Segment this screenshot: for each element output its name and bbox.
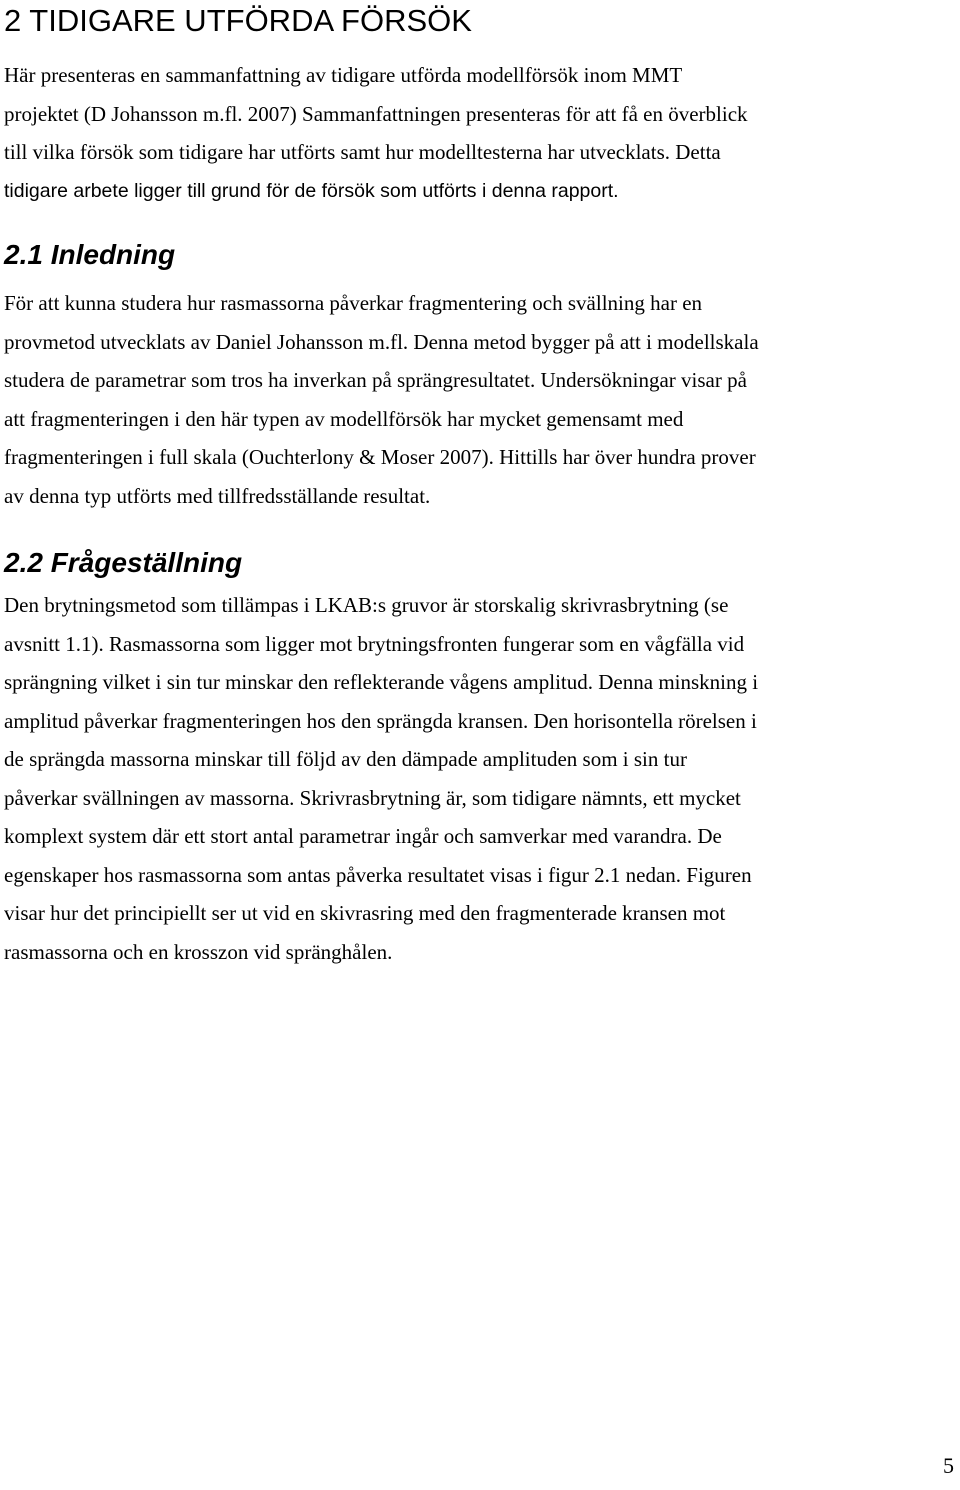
text-line: tidigare arbete ligger till grund för de försök som utförts i denna rapport. (4, 179, 619, 202)
section-heading: 2 TIDIGARE UTFÖRDA FÖRSÖK (4, 3, 472, 38)
text-line: visar hur det principiellt ser ut vid en skivrasring med den fragmenterade kransen mot (4, 901, 726, 925)
text-line: rasmassorna och en krosszon vid spränghålen. (4, 939, 393, 964)
text-line: avsnitt 1.1). Rasmassorna som ligger mot brytningsfronten fungerar som en vågfälla vid (4, 631, 745, 656)
inledning-paragraph (4, 284, 960, 515)
text-line: amplitud påverkar fragmenteringen hos den sprängda kransen. Den horisontella rörelsen i (4, 708, 757, 733)
text-line: Här presenteras en sammanfattning av tidigare utförda modellförsök inom MMT (4, 63, 683, 87)
text-line: sprängning vilket i sin tur minskar den reflekterande vågens amplitud. Denna minskning i (4, 670, 759, 694)
page-number: 5 (943, 1453, 954, 1478)
text-line: provmetod utvecklats av Daniel Johansson m.fl. Denna metod bygger på att i modellskala (4, 329, 759, 354)
text-line: Den brytningsmetod som tillämpas i LKAB:s gruvor är storskalig skrivrasbrytning (se (4, 593, 729, 617)
text-line: För att kunna studera hur rasmassorna påverkar fragmentering och svällning har en (4, 291, 703, 315)
text-line: studera de parametrar som tros ha inverkan på sprängresultatet. Undersökningar visar på (4, 368, 747, 392)
text-line: av denna typ utförts med tillfredsställande resultat. (4, 483, 431, 508)
text-line: fragmenteringen i full skala (Ouchterlony & Moser 2007). Hittills har över hundra prover (4, 445, 756, 469)
intro-paragraph (4, 56, 960, 210)
text-line: de sprängda massorna minskar till följd av den dämpade amplituden som i sin tur (4, 747, 687, 771)
subsection-heading-inledning: 2.1 Inledning (4, 239, 176, 270)
text-line: komplext system där ett stort antal parametrar ingår och samverkar med varandra. De (4, 824, 722, 848)
fragestallning-paragraph (4, 586, 960, 971)
text-line: egenskaper hos rasmassorna som antas påverka resultatet visas i figur 2.1 nedan. Figuren (4, 862, 752, 887)
text-line: projektet (D Johansson m.fl. 2007) Sammanfattningen presenteras för att få en överblick (4, 101, 748, 126)
text-line: till vilka försök som tidigare har utförts samt hur modelltesterna har utvecklats. Detta (4, 140, 721, 164)
subsection-heading-fragestallning: 2.2 Frågeställning (4, 547, 243, 578)
text-line: att fragmenteringen i den här typen av modellförsök har mycket gemensamt med (4, 406, 684, 431)
text-line: påverkar svällningen av massorna. Skrivrasbrytning är, som tidigare nämnts, ett mycket (4, 785, 741, 810)
